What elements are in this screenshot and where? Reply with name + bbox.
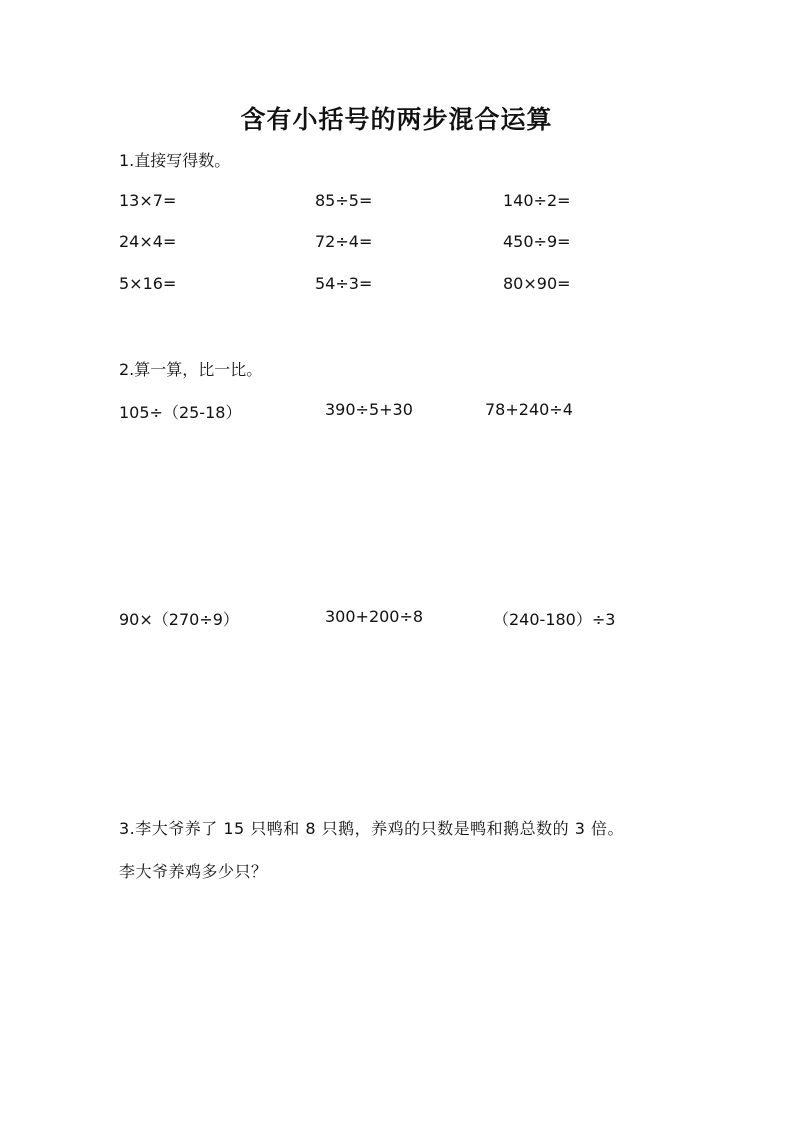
problem-2-3: 78+240÷4 <box>485 400 573 419</box>
problem-1-9: 80×90= <box>503 274 571 293</box>
word-problem-line-1: 3.李大爷养了 15 只鸭和 8 只鹅，养鸡的只数是鸭和鹅总数的 3 倍。 <box>119 819 625 838</box>
problem-1-5: 72÷4= <box>315 232 373 251</box>
problem-2-1: 105÷（25-18） <box>119 403 242 422</box>
section-2-heading: 2.算一算，比一比。 <box>119 360 263 379</box>
problem-1-3: 140÷2= <box>503 191 571 210</box>
problem-1-6: 450÷9= <box>503 232 571 251</box>
problem-2-6: （240-180）÷3 <box>493 610 616 629</box>
problem-1-2: 85÷5= <box>315 191 373 210</box>
word-problem-line-2: 李大爷养鸡多少只？ <box>119 862 268 881</box>
problem-2-5: 300+200÷8 <box>325 607 424 626</box>
page-title: 含有小括号的两步混合运算 <box>240 105 553 134</box>
problem-2-2: 390÷5+30 <box>325 400 413 419</box>
problem-2-4: 90×（270÷9） <box>119 610 239 629</box>
problem-1-1: 13×7= <box>119 191 177 210</box>
problem-1-8: 54÷3= <box>315 274 373 293</box>
section-1-heading: 1.直接写得数。 <box>119 151 231 170</box>
problem-1-7: 5×16= <box>119 274 177 293</box>
problem-1-4: 24×4= <box>119 232 177 251</box>
